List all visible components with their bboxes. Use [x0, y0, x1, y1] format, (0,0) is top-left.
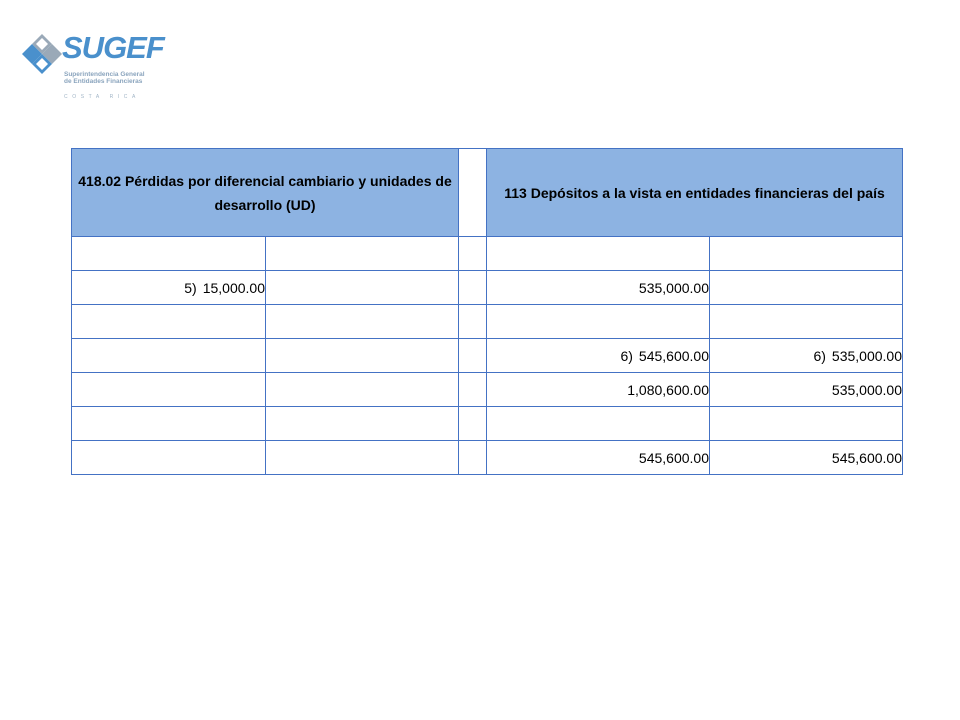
left-credit-cell: [266, 237, 459, 271]
right-credit-cell: [710, 373, 903, 407]
table-row: [72, 441, 903, 475]
left-debit-cell: [72, 305, 266, 339]
right-debit-cell: [487, 373, 710, 407]
right-debit-cell: [487, 271, 710, 305]
right-credit-cell: [710, 407, 903, 441]
right-debit-cell: [487, 441, 710, 475]
gap-cell: [459, 305, 487, 339]
table-row: [72, 407, 903, 441]
left-debit-cell: [72, 441, 266, 475]
right-credit-cell: [710, 237, 903, 271]
right-debit-cell: [487, 305, 710, 339]
left-credit-cell: [266, 305, 459, 339]
left-credit-cell: [266, 407, 459, 441]
left-credit-cell: [266, 373, 459, 407]
right-debit-cell: [487, 407, 710, 441]
right-debit-cell: [487, 237, 710, 271]
entry-reference: 5): [184, 279, 197, 296]
right-debit-cell: [487, 339, 710, 373]
amount-value: 1,080,600.00: [627, 381, 709, 398]
left-account-title: 418.02 Pérdidas por diferencial cambiario y unidades de desarrollo (UD): [72, 149, 459, 237]
left-debit-cell: [72, 407, 266, 441]
left-debit-cell: [72, 339, 266, 373]
gap-cell: [459, 373, 487, 407]
left-debit-cell: [72, 373, 266, 407]
logo-country: COSTA RICA: [64, 94, 140, 100]
right-credit-cell: [710, 441, 903, 475]
left-credit-cell: [266, 441, 459, 475]
amount-value: 545,600.00: [831, 449, 902, 466]
right-account-title: 113 Depósitos a la vista en entidades financieras del país: [487, 149, 903, 237]
gap-cell: [459, 441, 487, 475]
left-debit-cell: [72, 271, 266, 305]
gap-cell: [459, 407, 487, 441]
table-row: [72, 373, 903, 407]
logo-wordmark: SUGEF: [62, 30, 164, 65]
left-debit-cell: [72, 237, 266, 271]
t-account-table: [71, 148, 903, 475]
amount-value: 545,600.00: [638, 449, 709, 466]
left-credit-cell: [266, 271, 459, 305]
table-row: [72, 305, 903, 339]
table-row: [72, 237, 903, 271]
left-credit-cell: [266, 339, 459, 373]
amount-value: 535,000.00: [638, 279, 709, 296]
amount-value: 535,000.00: [831, 347, 902, 364]
diamond-logo-icon: [22, 32, 62, 76]
amount-value: 535,000.00: [831, 381, 902, 398]
entry-reference: 6): [620, 347, 633, 364]
logo-subtitle-line: de Entidades Financieras: [64, 78, 143, 85]
entry-reference: 6): [813, 347, 826, 364]
sugef-logo: [22, 30, 162, 102]
column-gap: [459, 149, 487, 237]
right-credit-cell: [710, 305, 903, 339]
amount-value: 15,000.00: [202, 279, 265, 296]
gap-cell: [459, 339, 487, 373]
header-row: [72, 149, 903, 237]
table-row: [72, 271, 903, 305]
logo-subtitle: [64, 71, 145, 85]
amount-value: 545,600.00: [638, 347, 709, 364]
right-credit-cell: [710, 271, 903, 305]
table-row: [72, 339, 903, 373]
gap-cell: [459, 271, 487, 305]
right-credit-cell: [710, 339, 903, 373]
logo-subtitle-line: Superintendencia General: [64, 71, 145, 78]
gap-cell: [459, 237, 487, 271]
